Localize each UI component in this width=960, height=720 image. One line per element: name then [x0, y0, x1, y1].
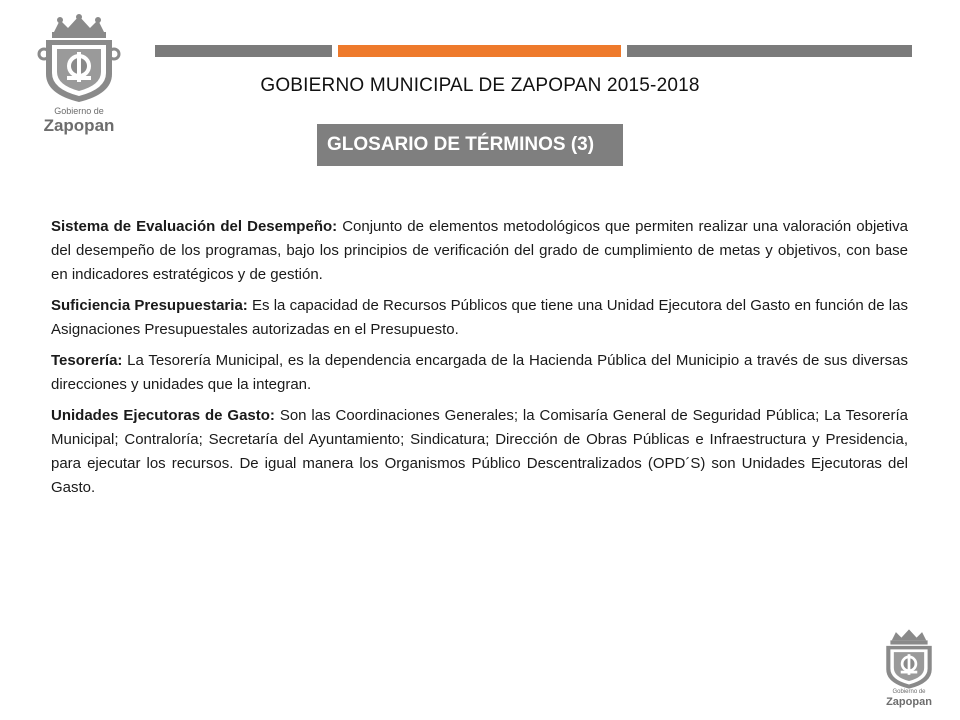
- glossary-term: Suficiencia Presupuestaria:: [51, 297, 248, 314]
- section-title: GLOSARIO DE TÉRMINOS (3): [317, 124, 623, 166]
- glossary-term: Sistema de Evaluación del Desempeño:: [51, 218, 338, 235]
- glossary-definition: Conjunto de elementos metodológicos que permiten realizar una valoración objetiva del desempeño de los programas, bajo los principios de verificación del grado de cumplimiento de metas y objetivos, con base en indicadores estratégicos y de gestión.: [51, 218, 908, 283]
- glossary-term: Unidades Ejecutoras de Gasto:: [51, 407, 275, 424]
- glossary-entry: [51, 215, 908, 287]
- coat-of-arms-icon: [36, 14, 122, 104]
- glossary-entry: [51, 349, 908, 397]
- logo-caption-small: Gobierno de: [892, 689, 926, 695]
- glossary-entry: [51, 294, 908, 342]
- coat-of-arms-icon: [879, 628, 939, 690]
- header-bar-gray-left: [155, 45, 332, 57]
- glossary-definition: La Tesorería Municipal, es la dependencia encargada de la Hacienda Pública del Municipio a través de sus diversas direcciones y unidades que la integran.: [51, 352, 908, 393]
- logo-caption-big: Zapopan: [43, 116, 115, 135]
- header-bar-gray-right: [627, 45, 912, 57]
- glossary-definition: Es la capacidad de Recursos Públicos que tiene una Unidad Ejecutora del Gasto en función de las Asignaciones Presupuestales autorizadas en el Presupuesto.: [51, 297, 908, 338]
- zapopan-logo: [36, 14, 122, 136]
- header-bar-orange: [338, 45, 621, 57]
- glossary: [51, 215, 908, 507]
- glossary-term: Tesorería:: [51, 352, 123, 369]
- logo-caption-small: Gobierno de: [54, 106, 104, 116]
- glossary-entry: [51, 404, 908, 500]
- org-title: GOBIERNO MUNICIPAL DE ZAPOPAN 2015-2018: [260, 75, 700, 96]
- zapopan-logo-small: [879, 628, 939, 710]
- glossary-definition: Son las Coordinaciones Generales; la Comisaría General de Seguridad Pública; La Tesorería Municipal; Contraloría; Secretaría del Ayuntamiento; Sindicatura; Dirección de Obras Públicas e Infraestructura y Presidencia, para ejecutar los recursos. De igual manera los Organismos Público Descentralizados (OPD´S) son Unidades Ejecutoras del Gasto.: [51, 407, 908, 496]
- logo-caption-big: Zapopan: [886, 696, 932, 708]
